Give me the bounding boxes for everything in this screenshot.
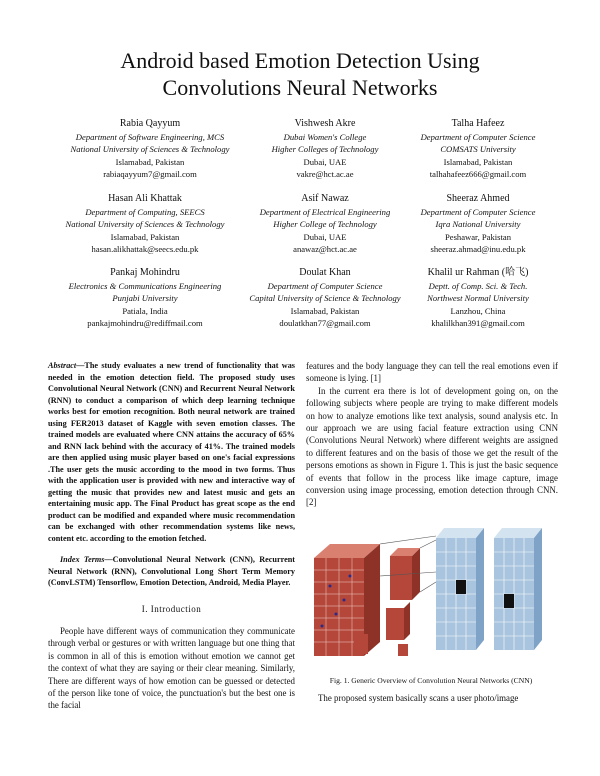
paragraph: The proposed system basically scans a user photo/image	[318, 693, 519, 703]
cnn-output-block-2	[494, 528, 542, 650]
intro-paragraph: People have different ways of communication they communicate through verbal or gestures or with written language but one thing that is common in all of this is emotion without emotion we cannot get the context of what they are saying or their clear meaning. Similarly, There are different ways of how emotion can be guessed or detected of the person like tone of voice, the punctuation's but the best one is the facial	[48, 625, 295, 711]
author-block: Asif Nawaz Department of Electrical Engineering Higher College of Technology Dubai, UAE anawaz@hct.ac.ae	[259, 193, 391, 254]
right-column	[306, 360, 558, 509]
index-terms: Index Terms—Convolutional Neural Network (CNN), Recurrent Neural Network (RNN), Convolutional Long Short Term Memory (ConvLSTM) Tensorflow, Emotion Detection, Android, Media Player.	[48, 555, 296, 587]
paragraph: features and the body language they can tell the real emotions even if someone is lying. [1]	[306, 361, 558, 384]
cnn-input-block	[314, 544, 380, 656]
author-block: Khalil ur Rahman (哈飞) Deptt. of Comp. Sci. & Tech. Northwest Normal University Lanzhou, China khalilkhan391@gmail.com	[427, 267, 529, 328]
right-column-continued	[306, 692, 558, 704]
author-block: Vishwesh Akre Dubai Women's College Higher Colleges of Technology Dubai, UAE vakre@hct.ac.ae	[271, 118, 379, 179]
author-block: Doulat Khan Department of Computer Science Capital University of Science & Technology Islamabad, Pakistan doulatkhan77@gmail.com	[249, 267, 401, 328]
cnn-figure	[306, 516, 558, 668]
paragraph: In the current era there is lot of development going on, on the following subjects where people are trying to make different models on how to analyze emotions like text analysis, sound analysis etc. In our approach we are using facial feature extraction using CNN (Convolutions Neural Network) where different weights are assigned to different features and on the basis of those we get the result of the persons emotions as shown in Figure 1. This is just the basic sequence of events that follow in the process like image capture, image conversion using image processing, emotion detection through CNN. [2]	[306, 385, 558, 508]
section-heading: I. Introduction	[141, 603, 202, 614]
author-block: Talha Hafeez Department of Computer Science COMSATS University Islamabad, Pakistan talhahafeez666@gmail.com	[420, 118, 536, 179]
author-block: Sheeraz Ahmed Department of Computer Science Iqra National University Peshawar, Pakistan sheeraz.ahmad@inu.edu.pk	[420, 193, 536, 254]
author-block: Rabia Qayyum Department of Software Engineering, MCS National University of Sciences & Technology Islamabad, Pakistan rabiaqayyum7@gmail.com	[70, 118, 230, 179]
left-column	[48, 360, 295, 712]
abstract: Abstract—The study evaluates a new trend of functionality that was needed in the emotion detection field. The proposed study uses Convolutional Neural Network (CNN) and Recurrent Neural Network (RNN) to conduct a comparison of which deep learning technique works best for emotion recognition. Both neural network are trained using FER2013 dataset of Kaggle with seven emotion classes. The trained models are evaluated where CNN attains the accuracy of 65% and RNN lack behind with the accuracy of 41%. The trained models are then applied using music player based on one's facial expressions .The user gets the music according to the mood in two forms. Thus with the application user is provided with new and interactive way of getting the music that provides new and latest music and gets an entertaining music app. The Final Product has great scope as the end product can be modified and expanded where music recommendation can be exchanged with other recommendation systems like news, content etc. according to the emotion fetched.	[48, 361, 295, 543]
paper-title: Android based Emotion Detection Using Convolutions Neural Networks	[120, 48, 480, 100]
figure-caption: Fig. 1. Generic Overview of Convolution Neural Networks (CNN)	[329, 676, 533, 685]
cnn-output-block-1	[436, 528, 484, 650]
author-block: Hasan Ali Khattak Department of Computing, SEECS National University of Sciences & Technology Islamabad, Pakistan hasan.alikhattak@seecs.edu.pk	[65, 193, 225, 254]
author-block: Pankaj Mohindru Electronics & Communications Engineering Punjabi University Patiala, India pankajmohindru@rediffmail.com	[68, 267, 222, 328]
